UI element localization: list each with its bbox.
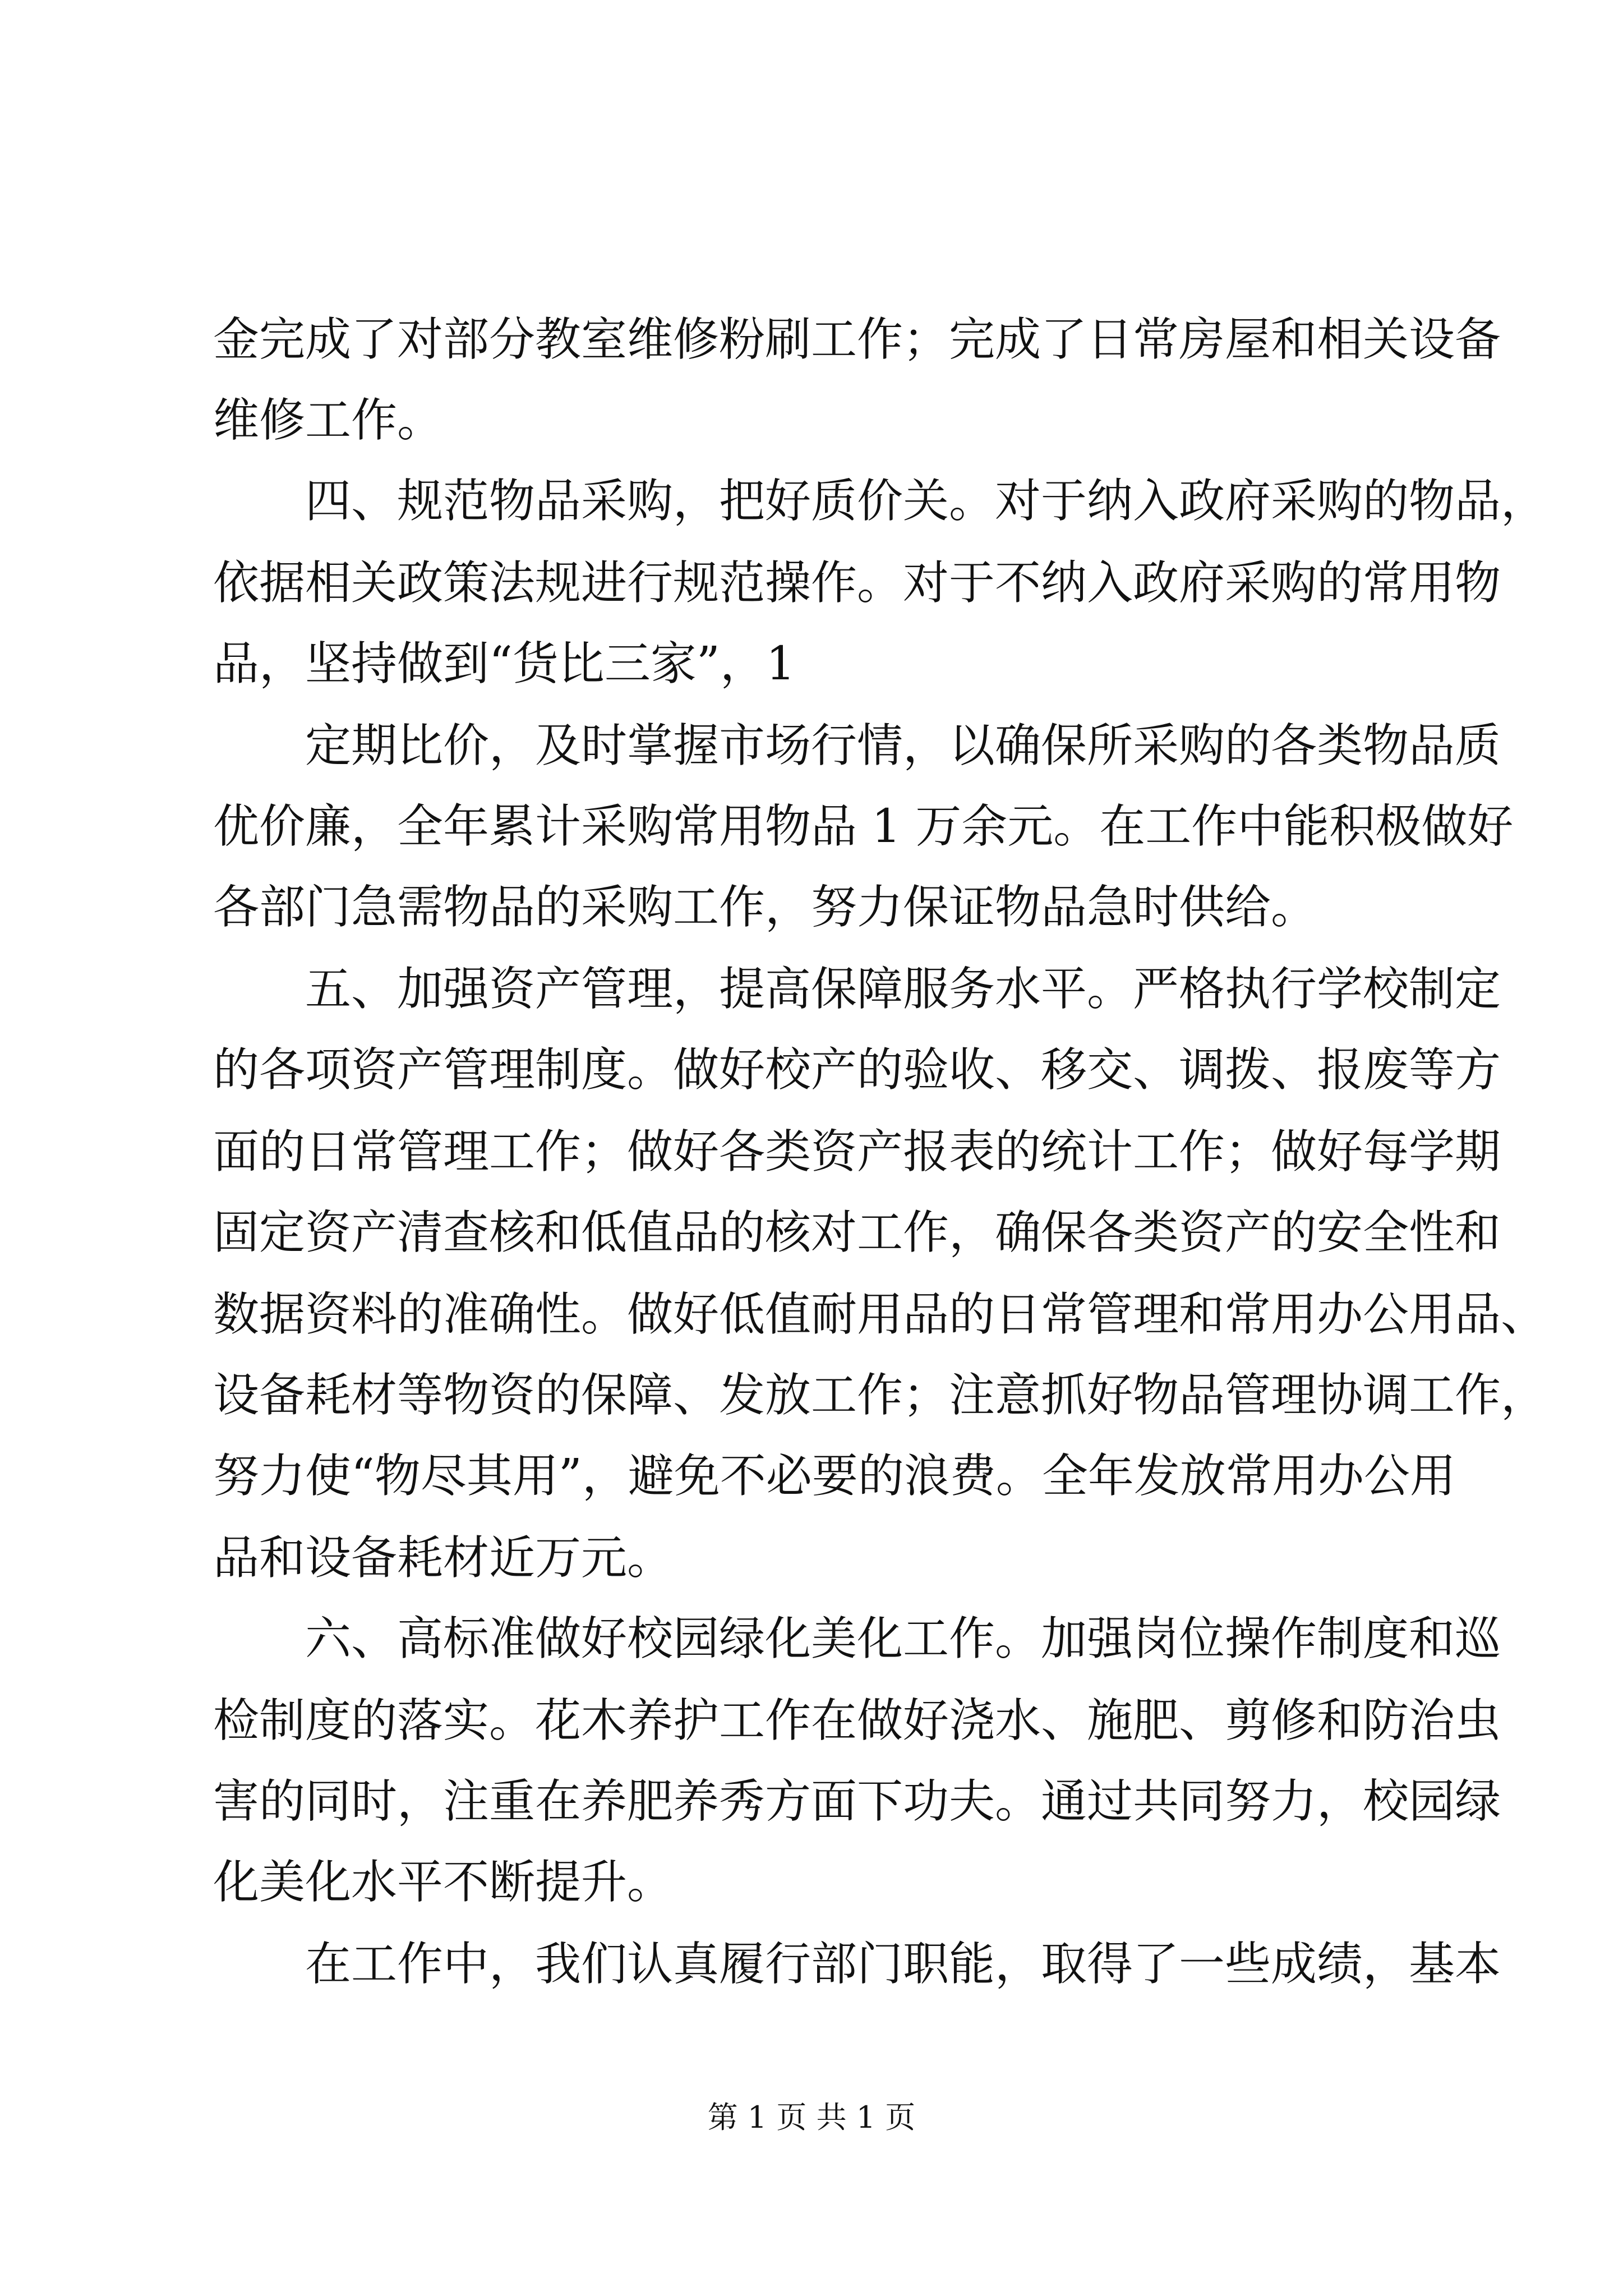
text-line: 六、高标准做好校园绿化美化工作。加强岗位操作制度和巡 [305, 1612, 1501, 1665]
text-line: 五、加强资产管理，提高保障服务水平。严格执行学校制定 [305, 963, 1501, 1016]
page-number-footer: 第 1 页 共 1 页 [707, 2100, 916, 2135]
text-line: 检制度的落实。花木养护工作在做好浇水、施肥、剪修和防治虫 [213, 1694, 1501, 1747]
text-line: 努力使“物尽其用”，避免不必要的浪费。全年发放常用办公用 [213, 1450, 1456, 1503]
text-line: 害的同时，注重在养肥养秀方面下功夫。通过共同努力，校园绿 [213, 1775, 1501, 1828]
text-line: 优价廉，全年累计采购常用物品 1 万余元。在工作中能积极做好 [213, 800, 1514, 853]
text-line: 维修工作。 [213, 394, 444, 447]
text-line: 四、规范物品采购，把好质价关。对于纳入政府采购的物品， [305, 475, 1547, 528]
text-line: 的各项资产管理制度。做好校产的验收、移交、调拨、报废等方 [213, 1043, 1501, 1097]
text-line: 在工作中，我们认真履行部门职能，取得了一些成绩，基本 [305, 1938, 1501, 1991]
text-line: 定期比价，及时掌握市场行情，以确保所采购的各类物品质 [305, 719, 1501, 772]
text-line: 品和设备耗材近万元。 [213, 1531, 674, 1585]
text-line: 设备耗材等物资的保障、发放工作；注意抓好物品管理协调工作， [213, 1369, 1547, 1422]
text-line: 化美化水平不断提升。 [213, 1856, 674, 1909]
text-line: 数据资料的准确性。做好低值耐用品的日常管理和常用办公用品、 [213, 1288, 1547, 1341]
text-line: 金完成了对部分教室维修粉刷工作；完成了日常房屋和相关设备 [213, 313, 1501, 366]
text-line: 固定资产清查核和低值品的核对工作，确保各类资产的安全性和 [213, 1206, 1501, 1259]
text-line: 依据相关政策法规进行规范操作。对于不纳入政府采购的常用物 [213, 556, 1501, 610]
text-line: 面的日常管理工作；做好各类资产报表的统计工作；做好每学期 [213, 1125, 1501, 1179]
text-line: 各部门急需物品的采购工作，努力保证物品急时供给。 [213, 881, 1317, 934]
text-line: 品，坚持做到“货比三家”，1 [213, 637, 796, 691]
